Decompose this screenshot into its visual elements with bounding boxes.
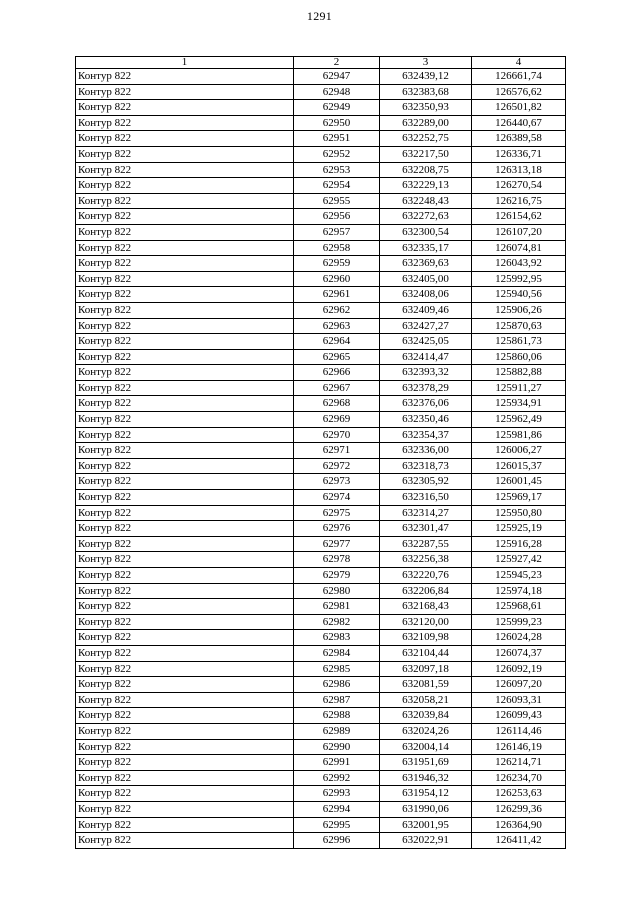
- x-coordinate-cell: 632350,93: [380, 100, 472, 116]
- point-number-cell: 62978: [294, 552, 380, 568]
- x-coordinate-cell: 632408,06: [380, 287, 472, 303]
- x-coordinate-cell: 632206,84: [380, 583, 472, 599]
- x-coordinate-cell: 632425,05: [380, 334, 472, 350]
- contour-name-cell: Контур 822: [76, 833, 294, 849]
- y-coordinate-cell: 125992,95: [472, 271, 566, 287]
- y-coordinate-cell: 126440,67: [472, 115, 566, 131]
- y-coordinate-cell: 126093,31: [472, 692, 566, 708]
- contour-name-cell: Контур 822: [76, 412, 294, 428]
- point-number-cell: 62965: [294, 349, 380, 365]
- contour-name-cell: Контур 822: [76, 817, 294, 833]
- y-coordinate-cell: 126074,81: [472, 240, 566, 256]
- contour-name-cell: Контур 822: [76, 599, 294, 615]
- table-row: [76, 84, 566, 100]
- contour-name-cell: Контур 822: [76, 661, 294, 677]
- y-coordinate-cell: 126270,54: [472, 178, 566, 194]
- x-coordinate-cell: 632409,46: [380, 302, 472, 318]
- contour-name-cell: Контур 822: [76, 396, 294, 412]
- point-number-cell: 62952: [294, 146, 380, 162]
- y-coordinate-cell: 125870,63: [472, 318, 566, 334]
- point-number-cell: 62994: [294, 801, 380, 817]
- y-coordinate-cell: 126099,43: [472, 708, 566, 724]
- y-coordinate-cell: 126576,62: [472, 84, 566, 100]
- y-coordinate-cell: 126006,27: [472, 443, 566, 459]
- table-row: [76, 115, 566, 131]
- point-number-cell: 62951: [294, 131, 380, 147]
- point-number-cell: 62986: [294, 677, 380, 693]
- x-coordinate-cell: 632104,44: [380, 645, 472, 661]
- x-coordinate-cell: 631951,69: [380, 755, 472, 771]
- contour-name-cell: Контур 822: [76, 178, 294, 194]
- contour-name-cell: Контур 822: [76, 583, 294, 599]
- table-row: [76, 817, 566, 833]
- table-row: [76, 412, 566, 428]
- table-row: [76, 100, 566, 116]
- table-row: [76, 427, 566, 443]
- header-row: [76, 57, 566, 69]
- table-row: [76, 645, 566, 661]
- table-row: [76, 396, 566, 412]
- point-number-cell: 62987: [294, 692, 380, 708]
- point-number-cell: 62957: [294, 224, 380, 240]
- point-number-cell: 62988: [294, 708, 380, 724]
- y-coordinate-cell: 126024,28: [472, 630, 566, 646]
- table-row: [76, 630, 566, 646]
- contour-name-cell: Контур 822: [76, 536, 294, 552]
- point-number-cell: 62967: [294, 380, 380, 396]
- table-row: [76, 365, 566, 381]
- y-coordinate-cell: 125945,23: [472, 568, 566, 584]
- table-row: [76, 256, 566, 272]
- point-number-cell: 62989: [294, 723, 380, 739]
- y-coordinate-cell: 125974,18: [472, 583, 566, 599]
- contour-name-cell: Контур 822: [76, 458, 294, 474]
- contour-name-cell: Контур 822: [76, 115, 294, 131]
- x-coordinate-cell: 632248,43: [380, 193, 472, 209]
- contour-name-cell: Контур 822: [76, 645, 294, 661]
- x-coordinate-cell: 632217,50: [380, 146, 472, 162]
- contour-name-cell: Контур 822: [76, 614, 294, 630]
- table-row: [76, 69, 566, 85]
- y-coordinate-cell: 126216,75: [472, 193, 566, 209]
- y-coordinate-cell: 126411,42: [472, 833, 566, 849]
- x-coordinate-cell: 632229,13: [380, 178, 472, 194]
- contour-name-cell: Контур 822: [76, 505, 294, 521]
- table-row: [76, 739, 566, 755]
- x-coordinate-cell: 632301,47: [380, 521, 472, 537]
- table-row: [76, 521, 566, 537]
- contour-name-cell: Контур 822: [76, 427, 294, 443]
- contour-name-cell: Контур 822: [76, 224, 294, 240]
- header-col-4: 4: [472, 57, 566, 69]
- table-row: [76, 490, 566, 506]
- y-coordinate-cell: 125962,49: [472, 412, 566, 428]
- contour-name-cell: Контур 822: [76, 256, 294, 272]
- contour-name-cell: Контур 822: [76, 568, 294, 584]
- contour-name-cell: Контур 822: [76, 287, 294, 303]
- table-row: [76, 209, 566, 225]
- x-coordinate-cell: 632300,54: [380, 224, 472, 240]
- y-coordinate-cell: 126154,62: [472, 209, 566, 225]
- x-coordinate-cell: 631954,12: [380, 786, 472, 802]
- contour-name-cell: Контур 822: [76, 692, 294, 708]
- x-coordinate-cell: 632039,84: [380, 708, 472, 724]
- contour-name-cell: Контур 822: [76, 521, 294, 537]
- table-row: [76, 271, 566, 287]
- y-coordinate-cell: 126501,82: [472, 100, 566, 116]
- x-coordinate-cell: 632001,95: [380, 817, 472, 833]
- x-coordinate-cell: 632427,27: [380, 318, 472, 334]
- header-col-3: 3: [380, 57, 472, 69]
- table-row: [76, 178, 566, 194]
- table-row: [76, 833, 566, 849]
- header-col-2: 2: [294, 57, 380, 69]
- y-coordinate-cell: 125969,17: [472, 490, 566, 506]
- table-row: [76, 599, 566, 615]
- table-row: [76, 474, 566, 490]
- y-coordinate-cell: 126097,20: [472, 677, 566, 693]
- point-number-cell: 62954: [294, 178, 380, 194]
- contour-name-cell: Контур 822: [76, 193, 294, 209]
- table-row: [76, 505, 566, 521]
- y-coordinate-cell: 125861,73: [472, 334, 566, 350]
- x-coordinate-cell: 631946,32: [380, 770, 472, 786]
- x-coordinate-cell: 632168,43: [380, 599, 472, 615]
- point-number-cell: 62947: [294, 69, 380, 85]
- point-number-cell: 62980: [294, 583, 380, 599]
- x-coordinate-cell: 632256,38: [380, 552, 472, 568]
- x-coordinate-cell: 632024,26: [380, 723, 472, 739]
- table-row: [76, 614, 566, 630]
- y-coordinate-cell: 125911,27: [472, 380, 566, 396]
- y-coordinate-cell: 125999,23: [472, 614, 566, 630]
- contour-name-cell: Контур 822: [76, 474, 294, 490]
- table-row: [76, 443, 566, 459]
- point-number-cell: 62959: [294, 256, 380, 272]
- contour-name-cell: Контур 822: [76, 318, 294, 334]
- point-number-cell: 62968: [294, 396, 380, 412]
- x-coordinate-cell: 632305,92: [380, 474, 472, 490]
- table-row: [76, 536, 566, 552]
- point-number-cell: 62960: [294, 271, 380, 287]
- x-coordinate-cell: 632120,00: [380, 614, 472, 630]
- contour-name-cell: Контур 822: [76, 146, 294, 162]
- x-coordinate-cell: 632376,06: [380, 396, 472, 412]
- table-row: [76, 568, 566, 584]
- table-row: [76, 193, 566, 209]
- x-coordinate-cell: 632252,75: [380, 131, 472, 147]
- x-coordinate-cell: 632369,63: [380, 256, 472, 272]
- y-coordinate-cell: 126234,70: [472, 770, 566, 786]
- y-coordinate-cell: 125927,42: [472, 552, 566, 568]
- contour-name-cell: Контур 822: [76, 334, 294, 350]
- y-coordinate-cell: 125906,26: [472, 302, 566, 318]
- table-row: [76, 146, 566, 162]
- y-coordinate-cell: 126313,18: [472, 162, 566, 178]
- contour-name-cell: Контур 822: [76, 755, 294, 771]
- contour-name-cell: Контур 822: [76, 240, 294, 256]
- point-number-cell: 62983: [294, 630, 380, 646]
- contour-name-cell: Контур 822: [76, 162, 294, 178]
- contour-name-cell: Контур 822: [76, 786, 294, 802]
- point-number-cell: 62963: [294, 318, 380, 334]
- contour-name-cell: Контур 822: [76, 209, 294, 225]
- x-coordinate-cell: 632414,47: [380, 349, 472, 365]
- y-coordinate-cell: 126253,63: [472, 786, 566, 802]
- coordinates-table: [75, 56, 566, 849]
- contour-name-cell: Контур 822: [76, 380, 294, 396]
- y-coordinate-cell: 125925,19: [472, 521, 566, 537]
- x-coordinate-cell: 632378,29: [380, 380, 472, 396]
- contour-name-cell: Контур 822: [76, 443, 294, 459]
- contour-name-cell: Контур 822: [76, 100, 294, 116]
- y-coordinate-cell: 125981,86: [472, 427, 566, 443]
- x-coordinate-cell: 632316,50: [380, 490, 472, 506]
- table-row: [76, 583, 566, 599]
- y-coordinate-cell: 125882,88: [472, 365, 566, 381]
- point-number-cell: 62979: [294, 568, 380, 584]
- table-row: [76, 240, 566, 256]
- contour-name-cell: Контур 822: [76, 708, 294, 724]
- table-row: [76, 380, 566, 396]
- point-number-cell: 62969: [294, 412, 380, 428]
- contour-name-cell: Контур 822: [76, 739, 294, 755]
- contour-name-cell: Контур 822: [76, 677, 294, 693]
- point-number-cell: 62953: [294, 162, 380, 178]
- x-coordinate-cell: 632354,37: [380, 427, 472, 443]
- point-number-cell: 62950: [294, 115, 380, 131]
- table-header: [76, 57, 566, 69]
- x-coordinate-cell: 632383,68: [380, 84, 472, 100]
- point-number-cell: 62981: [294, 599, 380, 615]
- point-number-cell: 62990: [294, 739, 380, 755]
- table-row: [76, 162, 566, 178]
- x-coordinate-cell: 632058,21: [380, 692, 472, 708]
- point-number-cell: 62949: [294, 100, 380, 116]
- table-row: [76, 692, 566, 708]
- x-coordinate-cell: 632335,17: [380, 240, 472, 256]
- point-number-cell: 62996: [294, 833, 380, 849]
- point-number-cell: 62958: [294, 240, 380, 256]
- point-number-cell: 62974: [294, 490, 380, 506]
- x-coordinate-cell: 632287,55: [380, 536, 472, 552]
- y-coordinate-cell: 126001,45: [472, 474, 566, 490]
- point-number-cell: 62995: [294, 817, 380, 833]
- point-number-cell: 62991: [294, 755, 380, 771]
- table-row: [76, 770, 566, 786]
- contour-name-cell: Контур 822: [76, 302, 294, 318]
- table-row: [76, 755, 566, 771]
- point-number-cell: 62982: [294, 614, 380, 630]
- point-number-cell: 62956: [294, 209, 380, 225]
- point-number-cell: 62977: [294, 536, 380, 552]
- y-coordinate-cell: 125968,61: [472, 599, 566, 615]
- point-number-cell: 62992: [294, 770, 380, 786]
- table-row: [76, 349, 566, 365]
- x-coordinate-cell: 632097,18: [380, 661, 472, 677]
- x-coordinate-cell: 632350,46: [380, 412, 472, 428]
- y-coordinate-cell: 125934,91: [472, 396, 566, 412]
- y-coordinate-cell: 126114,46: [472, 723, 566, 739]
- contour-name-cell: Контур 822: [76, 84, 294, 100]
- y-coordinate-cell: 126146,19: [472, 739, 566, 755]
- table-row: [76, 131, 566, 147]
- y-coordinate-cell: 126364,90: [472, 817, 566, 833]
- table-row: [76, 708, 566, 724]
- x-coordinate-cell: 632439,12: [380, 69, 472, 85]
- table-row: [76, 458, 566, 474]
- table-row: [76, 302, 566, 318]
- x-coordinate-cell: 632318,73: [380, 458, 472, 474]
- x-coordinate-cell: 631990,06: [380, 801, 472, 817]
- table-row: [76, 801, 566, 817]
- contour-name-cell: Контур 822: [76, 69, 294, 85]
- point-number-cell: 62962: [294, 302, 380, 318]
- table-row: [76, 661, 566, 677]
- y-coordinate-cell: 126015,37: [472, 458, 566, 474]
- point-number-cell: 62971: [294, 443, 380, 459]
- y-coordinate-cell: 126107,20: [472, 224, 566, 240]
- point-number-cell: 62948: [294, 84, 380, 100]
- x-coordinate-cell: 632393,32: [380, 365, 472, 381]
- y-coordinate-cell: 126336,71: [472, 146, 566, 162]
- y-coordinate-cell: 125940,56: [472, 287, 566, 303]
- y-coordinate-cell: 126074,37: [472, 645, 566, 661]
- x-coordinate-cell: 632220,76: [380, 568, 472, 584]
- point-number-cell: 62964: [294, 334, 380, 350]
- table-row: [76, 552, 566, 568]
- contour-name-cell: Контур 822: [76, 552, 294, 568]
- point-number-cell: 62985: [294, 661, 380, 677]
- point-number-cell: 62961: [294, 287, 380, 303]
- point-number-cell: 62955: [294, 193, 380, 209]
- y-coordinate-cell: 126299,36: [472, 801, 566, 817]
- y-coordinate-cell: 125916,28: [472, 536, 566, 552]
- x-coordinate-cell: 632022,91: [380, 833, 472, 849]
- contour-name-cell: Контур 822: [76, 490, 294, 506]
- y-coordinate-cell: 125860,06: [472, 349, 566, 365]
- y-coordinate-cell: 126389,58: [472, 131, 566, 147]
- point-number-cell: 62984: [294, 645, 380, 661]
- point-number-cell: 62975: [294, 505, 380, 521]
- x-coordinate-cell: 632289,00: [380, 115, 472, 131]
- contour-name-cell: Контур 822: [76, 131, 294, 147]
- table-row: [76, 723, 566, 739]
- x-coordinate-cell: 632272,63: [380, 209, 472, 225]
- point-number-cell: 62976: [294, 521, 380, 537]
- table-row: [76, 318, 566, 334]
- x-coordinate-cell: 632336,00: [380, 443, 472, 459]
- x-coordinate-cell: 632081,59: [380, 677, 472, 693]
- page-number: 1291: [306, 9, 333, 23]
- contour-name-cell: Контур 822: [76, 723, 294, 739]
- x-coordinate-cell: 632109,98: [380, 630, 472, 646]
- y-coordinate-cell: 126092,19: [472, 661, 566, 677]
- x-coordinate-cell: 632208,75: [380, 162, 472, 178]
- table-body: [76, 69, 566, 849]
- y-coordinate-cell: 125950,80: [472, 505, 566, 521]
- x-coordinate-cell: 632405,00: [380, 271, 472, 287]
- contour-name-cell: Контур 822: [76, 801, 294, 817]
- point-number-cell: 62966: [294, 365, 380, 381]
- table-row: [76, 786, 566, 802]
- contour-name-cell: Контур 822: [76, 349, 294, 365]
- x-coordinate-cell: 632314,27: [380, 505, 472, 521]
- table-row: [76, 334, 566, 350]
- point-number-cell: 62993: [294, 786, 380, 802]
- point-number-cell: 62972: [294, 458, 380, 474]
- y-coordinate-cell: 126661,74: [472, 69, 566, 85]
- y-coordinate-cell: 126214,71: [472, 755, 566, 771]
- table-row: [76, 677, 566, 693]
- table-row: [76, 224, 566, 240]
- contour-name-cell: Контур 822: [76, 365, 294, 381]
- x-coordinate-cell: 632004,14: [380, 739, 472, 755]
- contour-name-cell: Контур 822: [76, 770, 294, 786]
- y-coordinate-cell: 126043,92: [472, 256, 566, 272]
- header-col-1: 1: [76, 57, 294, 69]
- point-number-cell: 62973: [294, 474, 380, 490]
- point-number-cell: 62970: [294, 427, 380, 443]
- contour-name-cell: Контур 822: [76, 630, 294, 646]
- table-row: [76, 287, 566, 303]
- contour-name-cell: Контур 822: [76, 271, 294, 287]
